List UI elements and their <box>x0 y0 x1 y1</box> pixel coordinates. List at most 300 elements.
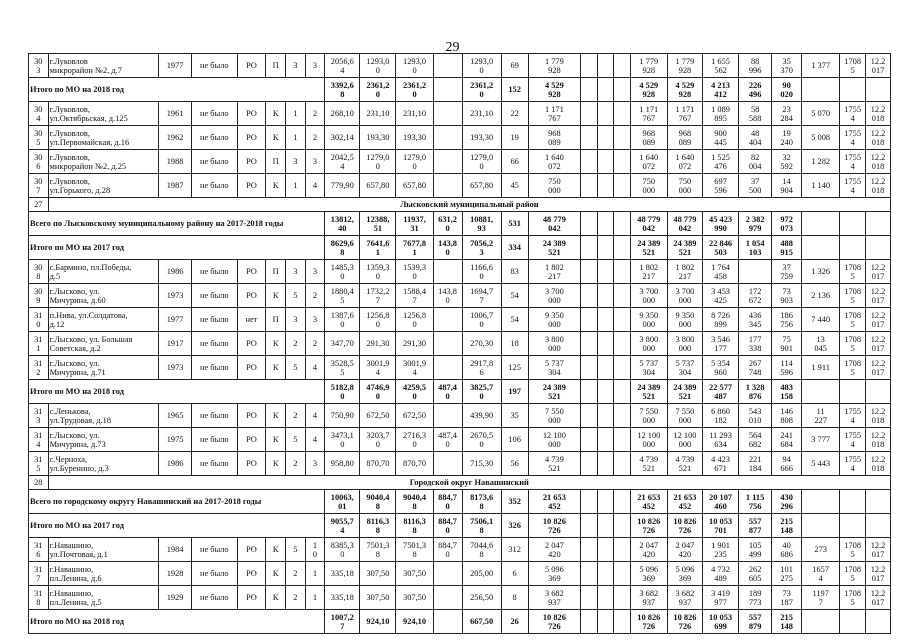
subtotal-cell: 352 <box>501 490 528 514</box>
table-cell: 1984 <box>159 538 192 562</box>
table-cell: 4 <box>305 404 325 428</box>
table-cell: 1 0 <box>305 538 325 562</box>
table-cell: 31 8 <box>29 586 49 610</box>
table-cell <box>581 404 598 428</box>
table-cell: 1293,0 0 <box>396 54 433 78</box>
table-cell: 5 <box>286 284 306 308</box>
subtotal-cell <box>802 78 840 102</box>
table-cell: 312 <box>501 538 528 562</box>
table-cell: 1987 <box>159 174 192 198</box>
table-cell: 189 773 <box>739 586 772 610</box>
address-cell: п.Нива, ул.Солдатова, д.12 <box>48 308 158 332</box>
table-cell <box>581 428 598 452</box>
table-cell: РО <box>237 356 266 380</box>
table-cell: 1708 5 <box>840 260 866 284</box>
table-cell: 54 <box>501 308 528 332</box>
table-cell: 54 <box>501 284 528 308</box>
table-row <box>29 174 891 198</box>
table-row <box>29 126 891 150</box>
address-cell: г.Луковлов, ул.Горького, д.28 <box>48 174 158 198</box>
table-cell: 1 802 217 <box>528 260 581 284</box>
table-cell: 2056,6 4 <box>325 54 360 78</box>
table-cell: К <box>266 356 286 380</box>
table-cell: 35 <box>501 404 528 428</box>
subtotal-cell: 10 826 726 <box>667 610 702 634</box>
table-cell: 1928 <box>159 562 192 586</box>
table-cell: 73 187 <box>772 586 802 610</box>
table-cell <box>614 308 631 332</box>
table-cell: 1973 <box>159 284 192 308</box>
table-cell: 2 <box>286 332 306 356</box>
table-cell <box>614 150 631 174</box>
table-cell: 45 <box>501 174 528 198</box>
table-cell: 2 <box>286 562 306 586</box>
table-cell <box>597 428 614 452</box>
table-cell <box>597 356 614 380</box>
table-cell: 12.2 017 <box>866 332 891 356</box>
subtotal-cell: 215 148 <box>772 514 802 538</box>
table-cell: 5 096 369 <box>528 562 581 586</box>
table-cell: 7 550 000 <box>528 404 581 428</box>
table-cell <box>597 562 614 586</box>
table-cell: П <box>266 308 286 332</box>
subtotal-cell <box>597 380 614 404</box>
subtotal-cell: 11937, 31 <box>396 212 433 236</box>
table-cell: 12.2 018 <box>866 404 891 428</box>
table-cell: 1986 <box>159 452 192 476</box>
table-cell: 439,90 <box>462 404 501 428</box>
table-cell: 564 682 <box>739 428 772 452</box>
subtotal-cell <box>581 514 598 538</box>
subtotal-cell: 143,8 0 <box>433 236 462 260</box>
table-cell: 1973 <box>159 356 192 380</box>
table-row <box>29 452 891 476</box>
subtotal-cell: 5182,8 0 <box>325 380 360 404</box>
table-cell: 12 100 000 <box>667 428 702 452</box>
table-cell <box>614 332 631 356</box>
table-cell: 3 800 000 <box>528 332 581 356</box>
table-cell <box>614 126 631 150</box>
table-cell <box>597 332 614 356</box>
table-cell: 3001,9 4 <box>396 356 433 380</box>
subtotal-cell: 4 529 928 <box>630 78 667 102</box>
table-cell: 4 <box>305 174 325 198</box>
table-cell: 1755 4 <box>840 102 866 126</box>
table-cell <box>433 102 462 126</box>
table-cell: 291,30 <box>360 332 396 356</box>
table-cell: 1708 5 <box>840 332 866 356</box>
table-row <box>29 332 891 356</box>
table-cell: 5 008 <box>802 126 840 150</box>
subtotal-cell: 4 529 928 <box>667 78 702 102</box>
subtotal-cell <box>433 78 462 102</box>
table-cell: 31 3 <box>29 404 49 428</box>
subtotal-cell: 9040,4 8 <box>396 490 433 514</box>
table-cell: 31 4 <box>29 428 49 452</box>
table-cell: 1 <box>286 174 306 198</box>
table-cell <box>614 452 631 476</box>
table-cell: 1485,3 0 <box>325 260 360 284</box>
table-cell: 3 <box>286 260 306 284</box>
table-cell: 31 0 <box>29 308 49 332</box>
subtotal-cell: 2361,2 0 <box>462 78 501 102</box>
table-cell: 11 293 634 <box>702 428 738 452</box>
table-cell: 3 <box>286 54 306 78</box>
table-cell: 3 682 937 <box>630 586 667 610</box>
table-cell <box>433 54 462 78</box>
table-cell: 186 756 <box>772 308 802 332</box>
subtotal-cell <box>581 610 598 634</box>
table-row <box>29 562 891 586</box>
page-number: 29 <box>445 40 460 55</box>
subtotal-row <box>29 490 891 514</box>
table-cell <box>433 260 462 284</box>
table-cell: 6 860 182 <box>702 404 738 428</box>
table-cell: К <box>266 586 286 610</box>
table-cell: 4 739 521 <box>528 452 581 476</box>
table-cell <box>614 538 631 562</box>
table-cell: К <box>266 284 286 308</box>
table-cell: 1962 <box>159 126 192 150</box>
table-cell: 1708 5 <box>840 562 866 586</box>
table-cell <box>597 260 614 284</box>
table-cell <box>433 332 462 356</box>
subtotal-cell <box>866 78 891 102</box>
subtotal-cell: 487,4 0 <box>433 380 462 404</box>
subtotal-cell: 10 826 726 <box>630 514 667 538</box>
subtotal-label: Итого по МО на 2018 год <box>29 380 325 404</box>
table-cell: 18 <box>501 332 528 356</box>
table-cell: 12.2 018 <box>866 174 891 198</box>
table-cell: К <box>266 428 286 452</box>
table-row <box>29 102 891 126</box>
table-cell: 1 802 217 <box>630 260 667 284</box>
table-cell: 1975 <box>159 428 192 452</box>
table-cell: 1755 4 <box>840 428 866 452</box>
subtotal-row <box>29 78 891 102</box>
table-cell: 7 550 000 <box>667 404 702 428</box>
subtotal-cell <box>840 212 866 236</box>
subtotal-cell: 24 389 521 <box>630 236 667 260</box>
table-cell: 35 370 <box>772 54 802 78</box>
table-cell: 1256,8 0 <box>396 308 433 332</box>
subtotal-row <box>29 380 891 404</box>
table-cell: П <box>266 260 286 284</box>
table-cell: 8 <box>501 586 528 610</box>
table-cell: 8385,3 0 <box>325 538 360 562</box>
table-cell: 3 700 000 <box>667 284 702 308</box>
subtotal-cell: 4 529 928 <box>528 78 581 102</box>
table-cell: 73 903 <box>772 284 802 308</box>
subtotal-cell: 884,7 0 <box>433 490 462 514</box>
table-cell: 9 350 000 <box>528 308 581 332</box>
table-cell: 1539,3 0 <box>396 260 433 284</box>
subtotal-cell: 24 389 521 <box>528 236 581 260</box>
subtotal-cell: 22 577 487 <box>702 380 738 404</box>
table-cell: 8 726 899 <box>702 308 738 332</box>
table-cell: не было <box>192 452 237 476</box>
table-cell: 12.2 017 <box>866 586 891 610</box>
address-cell: г.Навашино, пл.Ленина, д.6 <box>48 562 158 586</box>
table-cell: 1 779 928 <box>667 54 702 78</box>
table-cell <box>597 586 614 610</box>
table-cell: 1657 4 <box>802 562 840 586</box>
table-cell: 307,50 <box>360 562 396 586</box>
table-row <box>29 428 891 452</box>
table-cell: 1359,3 0 <box>360 260 396 284</box>
table-cell: 1 779 928 <box>528 54 581 78</box>
subtotal-cell: 531 <box>501 212 528 236</box>
table-cell: 1 911 <box>802 356 840 380</box>
table-row <box>29 404 891 428</box>
table-cell: 1977 <box>159 308 192 332</box>
table-cell: 5 <box>286 538 306 562</box>
table-cell <box>433 126 462 150</box>
table-cell: 37 759 <box>772 260 802 284</box>
table-cell: 870,70 <box>360 452 396 476</box>
table-cell: 291,30 <box>396 332 433 356</box>
table-cell: РО <box>237 428 266 452</box>
table-row <box>29 150 891 174</box>
table-cell: не было <box>192 356 237 380</box>
table-cell: не было <box>192 332 237 356</box>
subtotal-cell: 20 107 460 <box>702 490 738 514</box>
table-cell: 205,00 <box>462 562 501 586</box>
table-cell: 672,50 <box>396 404 433 428</box>
table-cell <box>581 126 598 150</box>
table-cell: 750 000 <box>630 174 667 198</box>
table-cell: 543 010 <box>739 404 772 428</box>
subtotal-cell <box>433 610 462 634</box>
subtotal-cell: 10 053 699 <box>702 610 738 634</box>
table-cell <box>597 150 614 174</box>
subtotal-cell: 1 115 756 <box>739 490 772 514</box>
address-cell: г.Лысково, ул. Мичурина, д.73 <box>48 428 158 452</box>
subtotal-cell: 10063, 01 <box>325 490 360 514</box>
table-cell: 12.2 018 <box>866 102 891 126</box>
subtotal-label: Всего по Лысковскому муниципальному району на 2017-2018 годы <box>29 212 325 236</box>
table-cell <box>433 404 462 428</box>
subtotal-cell <box>581 212 598 236</box>
subtotal-cell <box>581 380 598 404</box>
subtotal-cell: 2361,2 0 <box>360 78 396 102</box>
subtotal-cell: 326 <box>501 514 528 538</box>
table-cell: не было <box>192 586 237 610</box>
subtotal-cell: 48 779 042 <box>528 212 581 236</box>
table-cell: 5 096 369 <box>630 562 667 586</box>
table-cell: 231,10 <box>462 102 501 126</box>
subtotal-cell <box>802 380 840 404</box>
table-cell: РО <box>237 586 266 610</box>
table-cell: 9 350 000 <box>667 308 702 332</box>
subtotal-cell: 631,2 0 <box>433 212 462 236</box>
table-cell: К <box>266 126 286 150</box>
subtotal-cell: 12388, 51 <box>360 212 396 236</box>
table-cell: 3 419 977 <box>702 586 738 610</box>
table-cell: 48 404 <box>739 126 772 150</box>
table-cell: 3 <box>305 308 325 332</box>
table-cell <box>581 54 598 78</box>
subtotal-cell: 10 826 726 <box>528 514 581 538</box>
table-cell: РО <box>237 562 266 586</box>
subtotal-cell <box>802 490 840 514</box>
table-cell: 7044,6 8 <box>462 538 501 562</box>
address-cell: г.Навашино, ул.Почтовая, д.1 <box>48 538 158 562</box>
subtotal-cell <box>802 212 840 236</box>
table-cell: 193,30 <box>462 126 501 150</box>
table-cell: РО <box>237 126 266 150</box>
subtotal-cell <box>802 610 840 634</box>
table-cell: 1 802 217 <box>667 260 702 284</box>
subtotal-cell: 7506,1 8 <box>462 514 501 538</box>
table-cell: 268,10 <box>325 102 360 126</box>
address-cell: г.Лысково, ул. Большая Советская, д.2 <box>48 332 158 356</box>
table-cell: 1006,7 0 <box>462 308 501 332</box>
table-cell <box>614 404 631 428</box>
table-cell: 715,30 <box>462 452 501 476</box>
table-cell: 12.2 017 <box>866 284 891 308</box>
address-cell: г.Луковлов, микрорайон №2, д.25 <box>48 150 158 174</box>
table-row <box>29 356 891 380</box>
table-cell: РО <box>237 174 266 198</box>
table-cell <box>614 428 631 452</box>
subtotal-cell: 90 020 <box>772 78 802 102</box>
subtotal-cell: 22 846 503 <box>702 236 738 260</box>
table-cell: 5 737 304 <box>630 356 667 380</box>
table-cell <box>739 260 772 284</box>
table-cell: К <box>266 174 286 198</box>
address-cell: с.Бармино, пл.Победы, д.5 <box>48 260 158 284</box>
table-cell: 3203,7 0 <box>360 428 396 452</box>
table-cell <box>597 452 614 476</box>
table-cell: 30 9 <box>29 284 49 308</box>
table-cell: 267 748 <box>739 356 772 380</box>
table-cell: 40 686 <box>772 538 802 562</box>
table-cell: 7501,3 8 <box>360 538 396 562</box>
subtotal-cell <box>840 236 866 260</box>
table-cell <box>433 174 462 198</box>
table-cell: 12.2 017 <box>866 538 891 562</box>
table-cell: 3 <box>286 308 306 332</box>
table-cell: нет <box>237 308 266 332</box>
table-cell <box>597 308 614 332</box>
table-cell: 1 377 <box>802 54 840 78</box>
table-cell: 66 <box>501 150 528 174</box>
table-cell: не было <box>192 562 237 586</box>
housing-repair-table <box>28 53 891 634</box>
table-cell: 88 996 <box>739 54 772 78</box>
table-cell: не было <box>192 260 237 284</box>
table-cell: П <box>266 54 286 78</box>
section-title: Лысковский муниципальный район <box>48 198 890 212</box>
table-cell: К <box>266 452 286 476</box>
table-cell: 231,10 <box>360 102 396 126</box>
table-cell: РО <box>237 404 266 428</box>
table-cell: 1 <box>305 562 325 586</box>
table-cell <box>614 260 631 284</box>
table-cell: не было <box>192 150 237 174</box>
table-cell: 1880,4 5 <box>325 284 360 308</box>
table-cell: 335,18 <box>325 562 360 586</box>
table-cell: 2 <box>305 332 325 356</box>
subtotal-cell <box>614 380 631 404</box>
table-cell: 779,90 <box>325 174 360 198</box>
table-cell: 12.2 018 <box>866 126 891 150</box>
table-cell: 750,90 <box>325 404 360 428</box>
subtotal-cell: 3825,7 0 <box>462 380 501 404</box>
subtotal-cell: 557 877 <box>739 514 772 538</box>
table-cell: 14 904 <box>772 174 802 198</box>
table-cell: 1 <box>305 586 325 610</box>
table-cell: 5 443 <box>802 452 840 476</box>
table-row <box>29 54 891 78</box>
subtotal-cell: 2361,2 0 <box>396 78 433 102</box>
subtotal-label: Итого по МО на 2017 год <box>29 236 325 260</box>
table-cell: не было <box>192 126 237 150</box>
table-cell: 177 338 <box>739 332 772 356</box>
subtotal-cell: 4 213 412 <box>702 78 738 102</box>
table-cell: 172 672 <box>739 284 772 308</box>
table-cell: 1961 <box>159 102 192 126</box>
subtotal-row <box>29 212 891 236</box>
table-cell: 1 282 <box>802 150 840 174</box>
address-cell: с.Черноха, ул.Буренино, д.3 <box>48 452 158 476</box>
address-cell: г.Луковлов микрорайон №2, д.7 <box>48 54 158 78</box>
table-cell: 2 <box>305 102 325 126</box>
table-cell: 1 140 <box>802 174 840 198</box>
table-cell: К <box>266 538 286 562</box>
table-cell: 1 171 767 <box>528 102 581 126</box>
table-cell <box>614 562 631 586</box>
subtotal-cell: 924,10 <box>360 610 396 634</box>
table-cell: 12 100 000 <box>630 428 667 452</box>
table-cell: 7501,3 8 <box>396 538 433 562</box>
subtotal-cell: 8629,6 8 <box>325 236 360 260</box>
subtotal-cell <box>802 514 840 538</box>
subtotal-cell: 10 053 701 <box>702 514 738 538</box>
table-cell: 13 045 <box>802 332 840 356</box>
table-cell: 5 <box>286 428 306 452</box>
table-cell: 487,4 0 <box>433 428 462 452</box>
table-cell: 30 7 <box>29 174 49 198</box>
subtotal-cell: 21 653 452 <box>630 490 667 514</box>
subtotal-cell <box>840 490 866 514</box>
table-cell: 672,50 <box>360 404 396 428</box>
address-cell: г.Навашино, пл.Ленина, д.5 <box>48 586 158 610</box>
table-cell <box>581 562 598 586</box>
table-cell: 1 326 <box>802 260 840 284</box>
table-cell: 1 525 476 <box>702 150 738 174</box>
table-cell: 6 <box>501 562 528 586</box>
table-cell: 1 <box>286 102 306 126</box>
subtotal-cell: 10 826 726 <box>630 610 667 634</box>
table-cell: 1 640 072 <box>667 150 702 174</box>
table-cell: 3 <box>305 54 325 78</box>
subtotal-row <box>29 236 891 260</box>
table-cell: 335,18 <box>325 586 360 610</box>
table-cell: 1708 5 <box>840 284 866 308</box>
table-cell: 30 3 <box>29 54 49 78</box>
table-cell: 3 777 <box>802 428 840 452</box>
table-cell: 1708 5 <box>840 54 866 78</box>
subtotal-cell <box>802 236 840 260</box>
table-cell: 302,14 <box>325 126 360 150</box>
subtotal-cell <box>840 78 866 102</box>
table-cell: 12.2 018 <box>866 452 891 476</box>
table-cell: 3 700 000 <box>528 284 581 308</box>
table-cell: 4 739 521 <box>630 452 667 476</box>
table-cell: 3528,5 5 <box>325 356 360 380</box>
